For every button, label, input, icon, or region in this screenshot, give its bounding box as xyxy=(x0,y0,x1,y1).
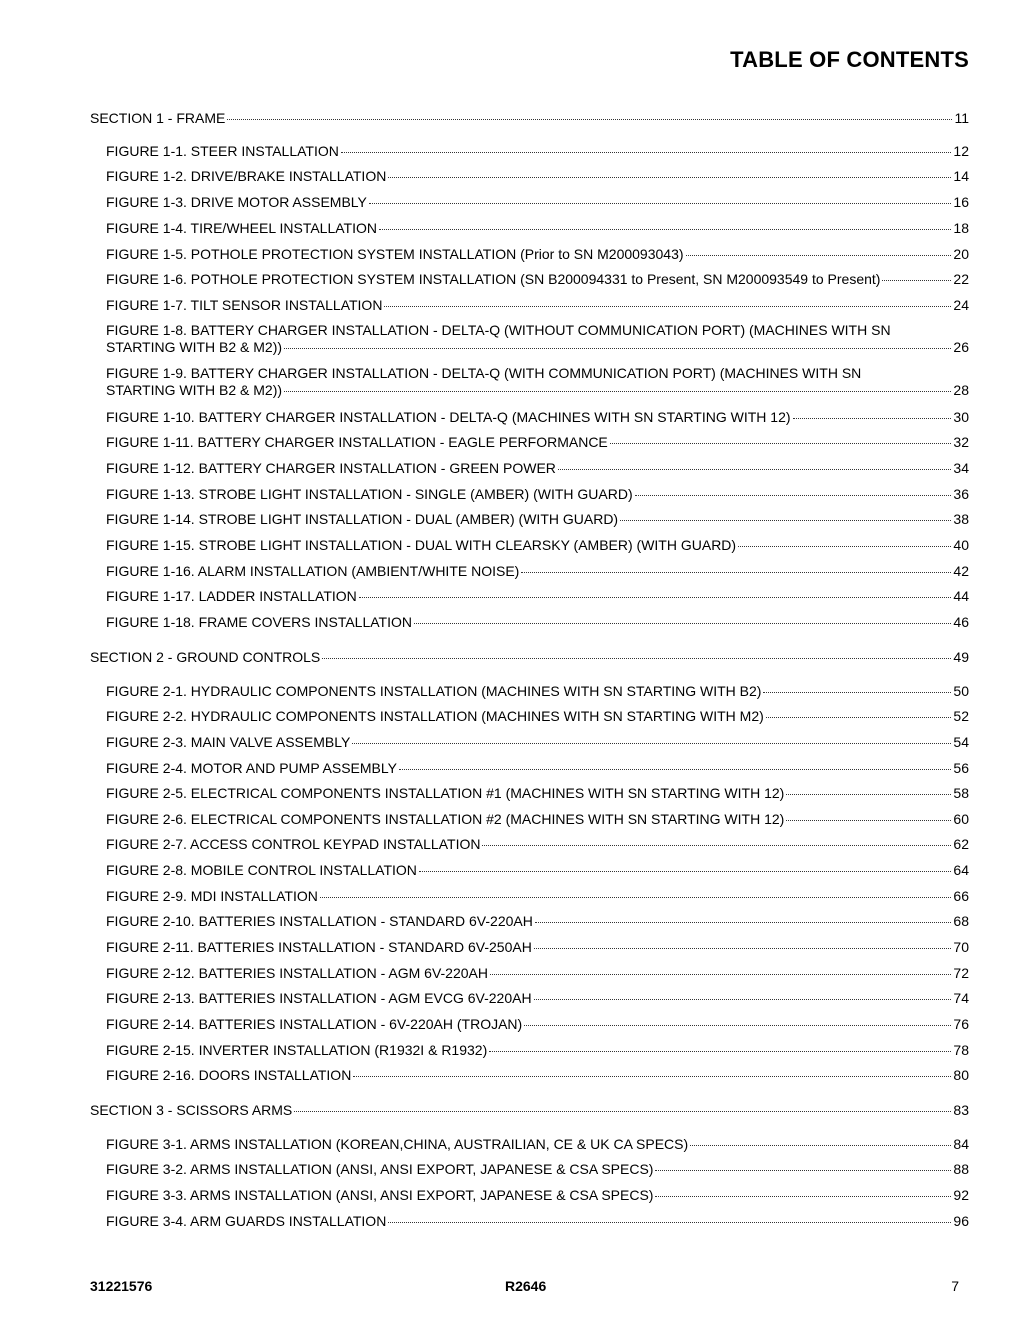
dot-leader xyxy=(686,255,952,256)
toc-entry-text: FIGURE 1-18. FRAME COVERS INSTALLATION xyxy=(106,614,412,630)
toc-page-number: 18 xyxy=(953,220,969,236)
toc-figure-entry[interactable] xyxy=(106,1042,969,1059)
toc-figure-entry[interactable] xyxy=(106,220,969,237)
toc-figure-entry[interactable] xyxy=(106,734,969,751)
toc-entry-text: FIGURE 2-15. INVERTER INSTALLATION (R1932I & R1932) xyxy=(106,1042,488,1058)
dot-leader xyxy=(414,623,951,624)
toc-entry-text: FIGURE 2-12. BATTERIES INSTALLATION - AGM 6V-220AH xyxy=(106,965,488,981)
toc-page-number: 92 xyxy=(953,1187,969,1203)
toc-figure-entry[interactable] xyxy=(106,537,969,554)
toc-page-number: 88 xyxy=(953,1161,969,1177)
dot-leader xyxy=(766,717,952,718)
toc-page-number: 30 xyxy=(953,409,969,425)
toc-page-number: 28 xyxy=(953,382,969,398)
dot-leader xyxy=(227,119,952,120)
toc-page-number: 46 xyxy=(953,614,969,630)
toc-figure-entry[interactable] xyxy=(106,760,969,777)
toc-figure-entry[interactable] xyxy=(106,563,969,580)
toc-page-number: 38 xyxy=(953,511,969,527)
toc-figure-entry[interactable] xyxy=(106,1213,969,1230)
dot-leader xyxy=(399,769,951,770)
dot-leader xyxy=(284,391,951,392)
toc-entry-text: FIGURE 2-16. DOORS INSTALLATION xyxy=(106,1067,352,1083)
dot-leader xyxy=(482,845,951,846)
toc-figure-entry[interactable] xyxy=(106,460,969,477)
dot-leader xyxy=(419,871,952,872)
toc-page-number: 42 xyxy=(953,563,969,579)
toc-entry-text: FIGURE 1-13. STROBE LIGHT INSTALLATION - SINGLE (AMBER) (WITH GUARD) xyxy=(106,486,633,502)
toc-page-number: 56 xyxy=(953,760,969,776)
toc-entry-text: FIGURE 1-1. STEER INSTALLATION xyxy=(106,143,339,159)
toc-figure-entry[interactable] xyxy=(106,409,969,426)
dot-leader xyxy=(352,743,951,744)
toc-page-number: 66 xyxy=(953,888,969,904)
toc-page-number: 20 xyxy=(953,246,969,262)
toc-entry-text: FIGURE 1-6. POTHOLE PROTECTION SYSTEM INSTALLATION (SN B200094331 to Present, SN M200093549 to Present) xyxy=(106,271,881,287)
toc-figure-entry[interactable] xyxy=(106,888,969,905)
dot-leader xyxy=(359,597,952,598)
dot-leader xyxy=(655,1170,951,1171)
dot-leader xyxy=(558,469,952,470)
toc-page-number: 34 xyxy=(953,460,969,476)
toc-page-number: 36 xyxy=(953,486,969,502)
toc-entry-text: FIGURE 1-10. BATTERY CHARGER INSTALLATION - DELTA-Q (MACHINES WITH SN STARTING WITH 12) xyxy=(106,409,791,425)
toc-section-entry[interactable] xyxy=(90,110,969,127)
dot-leader xyxy=(489,1051,951,1052)
toc-page-number: 44 xyxy=(953,588,969,604)
toc-entry-text: FIGURE 2-10. BATTERIES INSTALLATION - STANDARD 6V-220AH xyxy=(106,913,533,929)
toc-page-number: 22 xyxy=(953,271,969,287)
toc-page-number: 40 xyxy=(953,537,969,553)
toc-page-number: 14 xyxy=(953,168,969,184)
toc-entry-text: FIGURE 1-12. BATTERY CHARGER INSTALLATION - GREEN POWER xyxy=(106,460,556,476)
toc-entry-text: FIGURE 2-5. ELECTRICAL COMPONENTS INSTALLATION #1 (MACHINES WITH SN STARTING WITH 12) xyxy=(106,785,785,801)
toc-page-number: 24 xyxy=(953,297,969,313)
dot-leader xyxy=(521,572,951,573)
toc-entry-text: FIGURE 2-4. MOTOR AND PUMP ASSEMBLY xyxy=(106,760,397,776)
toc-entry-text: FIGURE 2-7. ACCESS CONTROL KEYPAD INSTALLATION xyxy=(106,836,481,852)
toc-figure-entry[interactable] xyxy=(106,511,969,528)
toc-entry-text: FIGURE 2-11. BATTERIES INSTALLATION - STANDARD 6V-250AH xyxy=(106,939,532,955)
dot-leader xyxy=(320,897,952,898)
dot-leader xyxy=(322,658,951,659)
toc-entry-text: STARTING WITH B2 & M2)) xyxy=(106,339,283,355)
dot-leader xyxy=(379,229,951,230)
toc-figure-entry[interactable] xyxy=(106,1161,969,1178)
toc-page-number: 96 xyxy=(953,1213,969,1229)
dot-leader xyxy=(786,820,951,821)
toc-figure-entry[interactable] xyxy=(106,143,969,160)
toc-figure-entry[interactable] xyxy=(106,1067,969,1084)
toc-entry-text: FIGURE 1-8. BATTERY CHARGER INSTALLATION - DELTA-Q (WITHOUT COMMUNICATION PORT) (MACHINES WITH SN xyxy=(106,322,891,338)
toc-figure-entry[interactable] xyxy=(106,785,969,802)
toc-page-number: 12 xyxy=(953,143,969,159)
toc-figure-entry[interactable] xyxy=(106,990,969,1007)
dot-leader xyxy=(535,922,952,923)
page-title: TABLE OF CONTENTS xyxy=(730,47,969,72)
toc-page-number: 62 xyxy=(953,836,969,852)
toc-entry-text: FIGURE 2-9. MDI INSTALLATION xyxy=(106,888,318,904)
toc-figure-entry[interactable] xyxy=(106,271,969,288)
toc-page-number: 16 xyxy=(953,194,969,210)
toc-figure-entry[interactable] xyxy=(106,939,969,956)
toc-section-entry[interactable] xyxy=(90,649,969,666)
toc-figure-entry[interactable] xyxy=(106,194,969,211)
dot-leader xyxy=(388,1222,951,1223)
toc-page-number: 68 xyxy=(953,913,969,929)
toc-page-number: 58 xyxy=(953,785,969,801)
toc-entry-text: SECTION 3 - SCISSORS ARMS xyxy=(90,1102,293,1118)
page-number: 7 xyxy=(951,1278,959,1294)
dot-leader xyxy=(341,152,952,153)
dot-leader xyxy=(534,948,952,949)
dot-leader xyxy=(690,1145,951,1146)
toc-page-number: 49 xyxy=(953,649,969,665)
toc-entry-text: FIGURE 3-2. ARMS INSTALLATION (ANSI, ANSI EXPORT, JAPANESE & CSA SPECS) xyxy=(106,1161,654,1177)
toc-figure-entry[interactable] xyxy=(106,683,969,700)
dot-leader xyxy=(284,348,951,349)
toc-figure-entry[interactable] xyxy=(106,708,969,725)
toc-entry-text: FIGURE 2-2. HYDRAULIC COMPONENTS INSTALLATION (MACHINES WITH SN STARTING WITH M2) xyxy=(106,708,764,724)
toc-figure-entry[interactable] xyxy=(106,1016,969,1033)
toc-entry-text: FIGURE 3-3. ARMS INSTALLATION (ANSI, ANSI EXPORT, JAPANESE & CSA SPECS) xyxy=(106,1187,654,1203)
toc-entry-text: SECTION 2 - GROUND CONTROLS xyxy=(90,649,321,665)
toc-section-entry[interactable] xyxy=(90,1102,969,1119)
toc-figure-entry[interactable] xyxy=(106,862,969,879)
toc-page-number: 54 xyxy=(953,734,969,750)
toc-entry-text: FIGURE 1-3. DRIVE MOTOR ASSEMBLY xyxy=(106,194,367,210)
toc-entry-text: FIGURE 1-9. BATTERY CHARGER INSTALLATION - DELTA-Q (WITH COMMUNICATION PORT) (MACHINES WITH SN xyxy=(106,365,862,381)
toc-figure-entry[interactable] xyxy=(106,322,969,356)
toc-entry-text: FIGURE 3-4. ARM GUARDS INSTALLATION xyxy=(106,1213,387,1229)
toc-entry-text: FIGURE 1-7. TILT SENSOR INSTALLATION xyxy=(106,297,383,313)
toc-entry-text: FIGURE 1-5. POTHOLE PROTECTION SYSTEM INSTALLATION (Prior to SN M200093043) xyxy=(106,246,684,262)
toc-figure-entry[interactable] xyxy=(106,836,969,853)
toc-figure-entry[interactable] xyxy=(106,486,969,503)
toc-entry-text: FIGURE 1-11. BATTERY CHARGER INSTALLATION - EAGLE PERFORMANCE xyxy=(106,434,608,450)
toc-figure-entry[interactable] xyxy=(106,434,969,451)
toc-entry-text: FIGURE 1-2. DRIVE/BRAKE INSTALLATION xyxy=(106,168,387,184)
toc-page-number: 84 xyxy=(953,1136,969,1152)
toc-page-number: 70 xyxy=(953,939,969,955)
toc-page-number: 11 xyxy=(954,110,969,126)
dot-leader xyxy=(882,280,951,281)
toc-figure-entry[interactable] xyxy=(106,811,969,828)
toc-page-number: 83 xyxy=(953,1102,969,1118)
dot-leader xyxy=(524,1025,951,1026)
toc-figure-entry[interactable] xyxy=(106,246,969,263)
toc-figure-entry[interactable] xyxy=(106,614,969,631)
dot-leader xyxy=(738,546,951,547)
dot-leader xyxy=(793,418,952,419)
toc-entry-text: FIGURE 1-4. TIRE/WHEEL INSTALLATION xyxy=(106,220,377,236)
toc-figure-entry[interactable] xyxy=(106,168,969,185)
toc-figure-entry[interactable] xyxy=(106,365,969,399)
toc-page-number: 74 xyxy=(953,990,969,1006)
toc-entry-text: FIGURE 2-6. ELECTRICAL COMPONENTS INSTALLATION #2 (MACHINES WITH SN STARTING WITH 12) xyxy=(106,811,785,827)
toc-entry-text: FIGURE 2-1. HYDRAULIC COMPONENTS INSTALLATION (MACHINES WITH SN STARTING WITH B2) xyxy=(106,683,762,699)
toc-entry-text: STARTING WITH B2 & M2)) xyxy=(106,382,283,398)
dot-leader xyxy=(635,495,952,496)
toc-figure-entry[interactable] xyxy=(106,913,969,930)
table-of-contents xyxy=(90,0,969,1260)
toc-figure-entry[interactable] xyxy=(106,1136,969,1153)
toc-entry-text: FIGURE 2-14. BATTERIES INSTALLATION - 6V-220AH (TROJAN) xyxy=(106,1016,523,1032)
toc-page-number: 78 xyxy=(953,1042,969,1058)
toc-entry-text: FIGURE 1-16. ALARM INSTALLATION (AMBIENT/WHITE NOISE) xyxy=(106,563,520,579)
toc-entry-text: FIGURE 1-14. STROBE LIGHT INSTALLATION - DUAL (AMBER) (WITH GUARD) xyxy=(106,511,619,527)
toc-page-number: 76 xyxy=(953,1016,969,1032)
toc-entry-text: FIGURE 1-17. LADDER INSTALLATION xyxy=(106,588,357,604)
revision-number: R2646 xyxy=(505,1278,547,1294)
toc-entry-text: FIGURE 1-15. STROBE LIGHT INSTALLATION - DUAL WITH CLEARSKY (AMBER) (WITH GUARD) xyxy=(106,537,737,553)
dot-leader xyxy=(763,692,951,693)
toc-page-number: 72 xyxy=(953,965,969,981)
dot-leader xyxy=(294,1111,951,1112)
dot-leader xyxy=(610,443,952,444)
dot-leader xyxy=(620,520,951,521)
toc-figure-entry[interactable] xyxy=(106,297,969,314)
toc-page-number: 52 xyxy=(953,708,969,724)
toc-figure-entry[interactable] xyxy=(106,588,969,605)
toc-figure-entry[interactable] xyxy=(106,965,969,982)
dot-leader xyxy=(655,1196,951,1197)
dot-leader xyxy=(534,999,952,1000)
toc-entry-text: FIGURE 3-1. ARMS INSTALLATION (KOREAN,CHINA, AUSTRAILIAN, CE & UK CA SPECS) xyxy=(106,1136,689,1152)
toc-entry-text: FIGURE 2-3. MAIN VALVE ASSEMBLY xyxy=(106,734,351,750)
toc-page-number: 64 xyxy=(953,862,969,878)
dot-leader xyxy=(384,306,951,307)
toc-entry-text: SECTION 1 - FRAME xyxy=(90,110,226,126)
toc-page-number: 80 xyxy=(953,1067,969,1083)
toc-figure-entry[interactable] xyxy=(106,1187,969,1204)
toc-page-number: 32 xyxy=(953,434,969,450)
toc-entry-text: FIGURE 2-8. MOBILE CONTROL INSTALLATION xyxy=(106,862,417,878)
toc-page-number: 26 xyxy=(953,339,969,355)
dot-leader xyxy=(490,974,951,975)
dot-leader xyxy=(786,794,951,795)
toc-entry-text: FIGURE 2-13. BATTERIES INSTALLATION - AGM EVCG 6V-220AH xyxy=(106,990,532,1006)
toc-page-number: 60 xyxy=(953,811,969,827)
toc-page-number: 50 xyxy=(953,683,969,699)
dot-leader xyxy=(369,203,952,204)
document-number: 31221576 xyxy=(90,1278,153,1294)
dot-leader xyxy=(388,177,951,178)
dot-leader xyxy=(353,1076,951,1077)
